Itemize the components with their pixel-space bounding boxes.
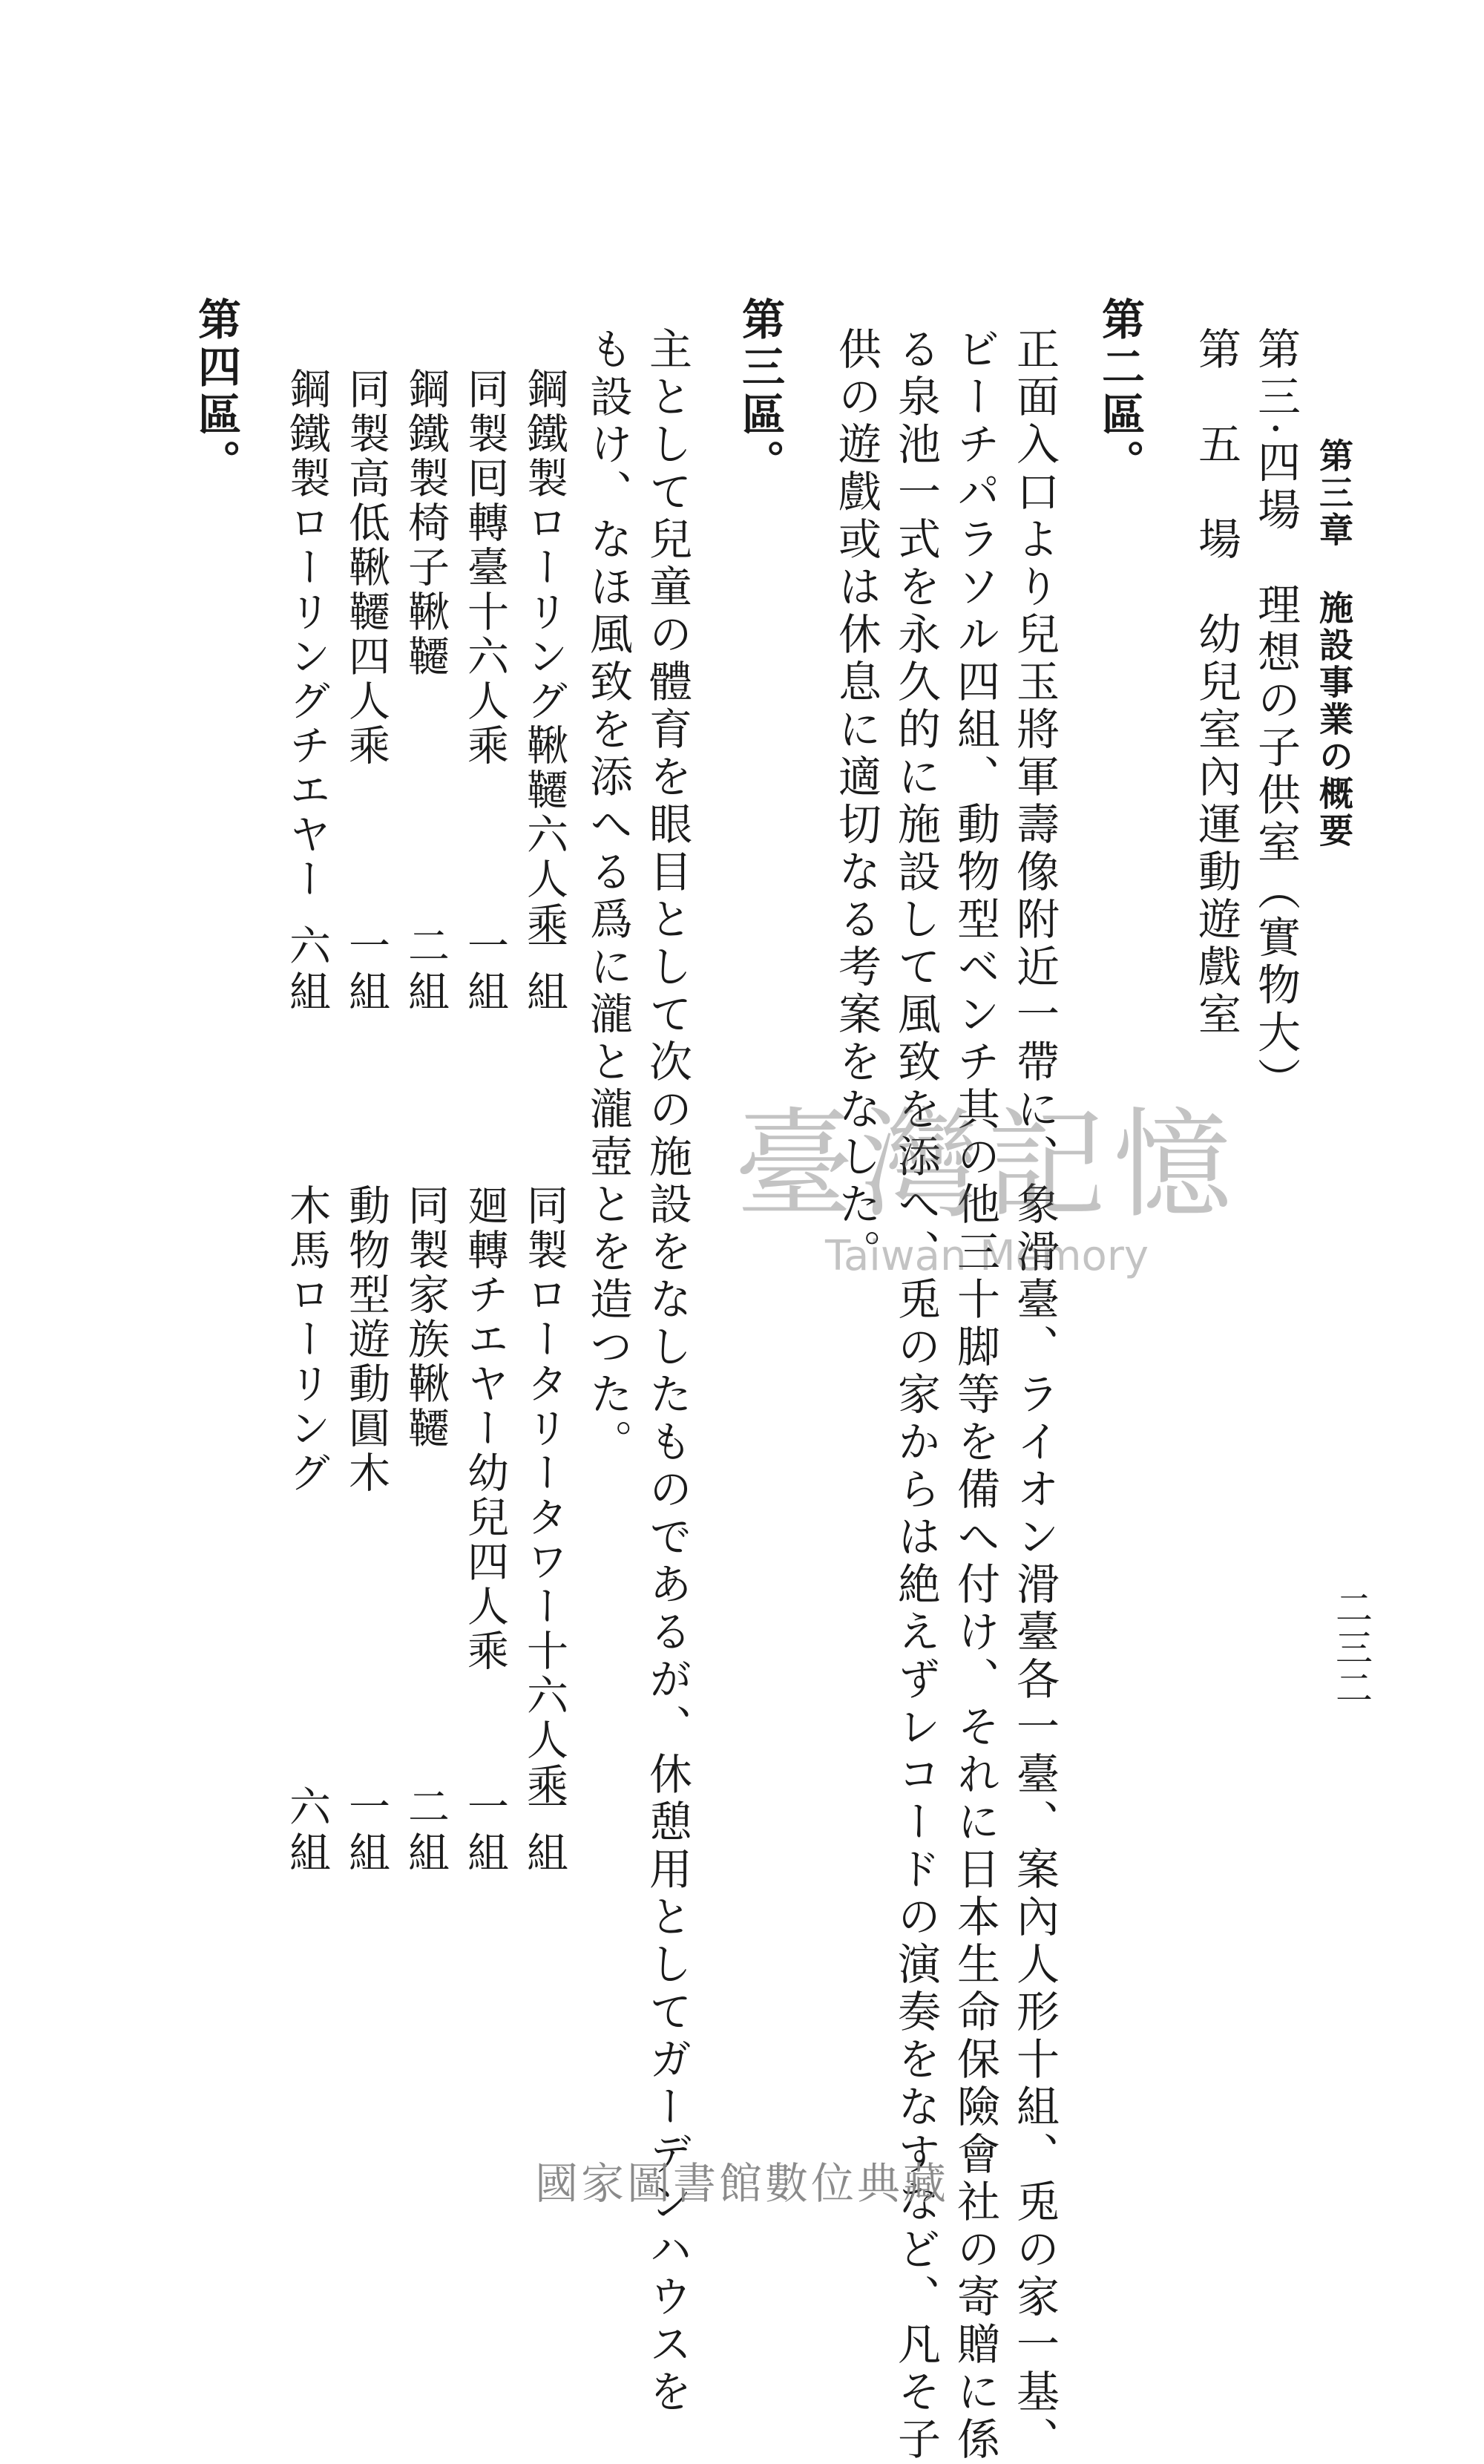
section2-line-3: る泉池一式を永久的に施設して風致を添へ、兎の家からは絶えずレコードの演奏をなすなど、凡そ子	[890, 327, 941, 2464]
page-number: 二三二	[1330, 1588, 1373, 1708]
venue-line-2: 第 五 場 幼兒室內運動遊戲室	[1191, 327, 1241, 1039]
item-name: 鋼鐵製ローリングチエヤー	[283, 367, 331, 902]
section3-heading: 第三區。	[735, 297, 785, 487]
item-qty: 一組	[461, 924, 509, 1016]
item-name: 同製ロータリータワー十六人乘	[520, 1184, 568, 1807]
item-name: 同製囘轉臺十六人乘	[461, 367, 509, 768]
item-name: 同製家族鞦韆	[401, 1184, 450, 1451]
section2-line-4: 供の遊戲或は休息に適切なる考案をなした。	[831, 327, 881, 1277]
item-qty: 一組	[461, 1785, 509, 1877]
section2-line-2: ビーチパラソル四組、動物型ベンチ其の他三十脚等を備へ付け、それに日本生命保險會社の寄贈に係	[950, 327, 1000, 2464]
item-qty: 二組	[401, 1785, 450, 1877]
section3-line-1: 主として兒童の體育を眼目として次の施設をなしたものであるが、休憩用としてガーデンハウスを	[642, 327, 692, 2417]
item-qty: 一組	[520, 924, 568, 1016]
chapter-label: 第三章	[1314, 438, 1354, 549]
item-name: 同製高低鞦韆四人乘	[342, 367, 390, 768]
section2-heading: 第二區。	[1094, 297, 1145, 487]
watermark-logo	[735, 1095, 1240, 1280]
item-name: 鋼鐵製椅子鞦韆	[401, 367, 450, 679]
item-qty: 二組	[401, 924, 450, 1016]
chapter-title: 施設事業の概要	[1314, 590, 1354, 850]
item-qty: 六組	[283, 1785, 331, 1877]
item-name: 動物型遊動圓木	[342, 1184, 390, 1495]
item-name: 鋼鐵製ローリング鞦韆六人乘	[520, 367, 568, 946]
item-name: 木馬ローリング	[283, 1184, 331, 1495]
watermark-chinese: 臺灣記憶	[735, 1095, 1240, 1234]
library-footer: 國家圖書館數位典藏	[534, 2158, 949, 2209]
item-qty: 六組	[283, 924, 331, 1016]
item-qty: 一組	[342, 924, 390, 1016]
watermark-english: Taiwan Memory	[825, 1232, 1149, 1280]
section3-line-2: も設け、なほ風致を添へる爲に瀧と瀧壺とを造つた。	[582, 327, 633, 1467]
item-qty: 一組	[342, 1785, 390, 1877]
item-name: 廻轉チエヤー幼兒四人乘	[461, 1184, 509, 1674]
section4-heading: 第四區。	[191, 297, 241, 487]
item-qty: 一組	[520, 1785, 568, 1877]
venue-line-1: 第三·四場 理想の子供室（實物大）	[1250, 327, 1301, 1105]
section2-line-1: 正面入口より兒玉將軍壽像附近一帶に、象滑臺、ライオン滑臺各一臺、案內人形十組、兎の家一基、	[1009, 327, 1060, 2464]
